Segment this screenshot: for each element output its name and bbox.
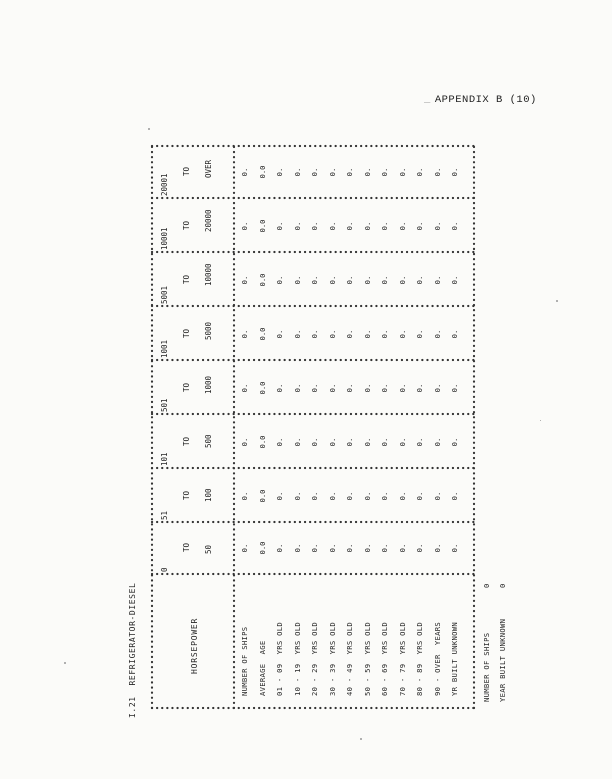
table-cell: 0. — [397, 275, 407, 285]
table-cell: 0. — [327, 383, 337, 393]
col-upto: 1000 — [204, 375, 213, 394]
column-header — [158, 466, 224, 522]
table-cell: 0. — [362, 221, 372, 231]
row-label: 40 - 49 YRS OLD — [345, 621, 354, 696]
row-label: NUMBER OF SHIPS — [240, 626, 249, 696]
col-from: 5001 — [160, 285, 169, 304]
table-cell: 0. — [415, 383, 424, 393]
col-upto: 5000 — [204, 321, 213, 340]
col-to: TO — [182, 542, 191, 552]
table-cell: 0. — [380, 275, 389, 285]
table-cell: 0. — [240, 221, 249, 231]
row-label: 01 - 09 YRS OLD — [275, 621, 284, 696]
table-cell: 0. — [432, 275, 442, 285]
table-cell: 0. — [380, 543, 389, 553]
table-cell: 0. — [380, 167, 389, 177]
table-cell: 0. — [327, 491, 337, 501]
table-cell: 0. — [275, 491, 284, 501]
row-label: AVERAGE AGE — [257, 640, 267, 696]
col-from: 20001 — [160, 173, 169, 196]
appendix-label: APPENDIX B (10) — [434, 94, 537, 106]
table-cell: 0. — [362, 329, 372, 339]
table-cell: 0. — [310, 329, 319, 339]
column-header — [158, 518, 224, 574]
table-cell: 0. — [415, 329, 424, 339]
col-from: 51 — [160, 510, 169, 520]
table-cell: 0. — [275, 329, 284, 339]
table-title: I.21 REFRIGERATOR-DIESEL — [128, 582, 137, 718]
column-header — [158, 142, 224, 198]
scan-speck — [148, 128, 150, 130]
table-cell: 0. — [292, 167, 302, 177]
table-cell: 0. — [432, 383, 442, 393]
table-cell: 0. — [397, 383, 407, 393]
table-cell: 0.0 — [257, 327, 267, 341]
table-cell: 0. — [310, 543, 319, 553]
table-cell: 0.0 — [257, 489, 267, 503]
scan-speck — [64, 662, 66, 664]
table-cell: 0. — [310, 221, 319, 231]
col-to: TO — [182, 220, 191, 230]
table-cell: 0. — [345, 491, 354, 501]
table-cell: 0. — [362, 167, 372, 177]
table-cell: 0. — [327, 221, 337, 231]
table-cell: 0. — [275, 383, 284, 393]
appendix-header: _ APPENDIX B (10) — [424, 94, 537, 106]
table-cell: 0. — [310, 437, 319, 447]
table-cell: 0. — [432, 221, 442, 231]
table-cell: 0. — [432, 491, 442, 501]
table-cell: 0. — [415, 491, 424, 501]
table-cell: 0. — [275, 221, 284, 231]
table-cell: 0. — [275, 437, 284, 447]
table-cell: 0. — [362, 383, 372, 393]
table-cell: 0. — [362, 437, 372, 447]
col-from: 101 — [160, 452, 169, 466]
table-cell: 0. — [310, 491, 319, 501]
table-cell: 0. — [450, 275, 459, 285]
row-label: 80 - 89 YRS OLD — [415, 621, 424, 696]
table-cell: 0. — [345, 329, 354, 339]
table-cell: 0. — [362, 491, 372, 501]
rotated-printout — [128, 138, 507, 718]
table-cell: 0. — [240, 543, 249, 553]
table-cell: 0. — [240, 329, 249, 339]
horsepower-label: HORSEPOWER — [190, 617, 199, 674]
table-cell: 0. — [345, 275, 354, 285]
table-cell: 0. — [450, 543, 459, 553]
table-cell: 0. — [415, 437, 424, 447]
table-cell: 0. — [292, 275, 302, 285]
table-cell: 0.0 — [257, 273, 267, 287]
table-cell: 0. — [327, 167, 337, 177]
table-cell: 0.0 — [257, 541, 267, 555]
table-cell: 0. — [380, 491, 389, 501]
col-upto: 10000 — [204, 263, 213, 286]
table-cell: 0. — [275, 167, 284, 177]
table-cell: 0. — [397, 329, 407, 339]
col-from: 501 — [160, 398, 169, 412]
row-label: 20 - 29 YRS OLD — [310, 621, 319, 696]
table-cell: 0. — [380, 383, 389, 393]
table-cell: 0. — [310, 383, 319, 393]
table-cell: 0. — [292, 329, 302, 339]
table-cell: 0. — [327, 329, 337, 339]
col-from: 10001 — [160, 227, 169, 250]
table-cell: 0. — [450, 221, 459, 231]
row-label: 10 - 19 YRS OLD — [292, 621, 302, 696]
table-cell: 0. — [380, 221, 389, 231]
table-cell: 0. — [415, 167, 424, 177]
table-cell: 0.0 — [257, 435, 267, 449]
table-cell: 0. — [275, 275, 284, 285]
col-to: TO — [182, 166, 191, 176]
footer-label: NUMBER OF SHIPS — [482, 632, 491, 702]
table-cell: 0. — [292, 491, 302, 501]
table-cell: 0. — [327, 437, 337, 447]
row-label: 30 - 39 YRS OLD — [327, 621, 337, 696]
scan-speck — [556, 300, 558, 302]
stub-header — [162, 580, 228, 692]
col-to: TO — [182, 328, 191, 338]
table-cell: 0. — [450, 491, 459, 501]
table-cell: 0.0 — [257, 381, 267, 395]
table-cell: 0. — [397, 437, 407, 447]
table-cell: 0. — [345, 543, 354, 553]
column-header — [158, 304, 224, 360]
table-cell: 0. — [415, 221, 424, 231]
footer-value: 0 — [498, 583, 507, 588]
row-label: 60 - 69 YRS OLD — [380, 621, 389, 696]
footer-label: YEAR BUILT UNKNOWN — [498, 618, 507, 702]
table-cell: 0. — [397, 543, 407, 553]
row-label: YR BUILT UNKNOWN — [450, 621, 459, 696]
table-cell: 0. — [415, 543, 424, 553]
scan-speck — [540, 420, 541, 421]
col-upto: 100 — [204, 488, 213, 502]
table-cell: 0. — [397, 221, 407, 231]
col-upto: 50 — [204, 544, 213, 554]
table-cell: 0. — [240, 437, 249, 447]
col-to: TO — [182, 382, 191, 392]
table-cell: 0. — [345, 167, 354, 177]
table-cell: 0. — [415, 275, 424, 285]
table-cell: 0. — [240, 383, 249, 393]
table-frame — [148, 142, 478, 712]
col-to: TO — [182, 274, 191, 284]
table-cell: 0. — [432, 329, 442, 339]
col-from: 0 — [160, 567, 169, 572]
scan-speck — [360, 738, 362, 740]
table-cell: 0. — [292, 221, 302, 231]
table-cell: 0. — [310, 275, 319, 285]
row-label: 90 - OVER YEARS — [432, 621, 442, 696]
table-cell: 0. — [240, 275, 249, 285]
col-from: 1001 — [160, 339, 169, 358]
table-cell: 0. — [345, 221, 354, 231]
table-cell: 0. — [362, 275, 372, 285]
table-cell: 0. — [327, 543, 337, 553]
table-cell: 0. — [380, 329, 389, 339]
column-header — [158, 250, 224, 306]
table-cell: 0. — [432, 543, 442, 553]
table-cell: 0. — [345, 383, 354, 393]
footer-value: 0 — [482, 583, 491, 588]
column-header — [158, 358, 224, 414]
table-cell: 0. — [327, 275, 337, 285]
col-to: TO — [182, 436, 191, 446]
row-label: 70 - 79 YRS OLD — [397, 621, 407, 696]
row-label: 50 - 59 YRS OLD — [362, 621, 372, 696]
col-upto: OVER — [204, 159, 213, 178]
table-cell: 0.0 — [257, 219, 267, 233]
table-cell: 0. — [397, 491, 407, 501]
table-cell: 0. — [432, 437, 442, 447]
table-cell: 0. — [240, 167, 249, 177]
table-cell: 0. — [432, 167, 442, 177]
col-upto: 500 — [204, 434, 213, 448]
table-cell: 0. — [450, 167, 459, 177]
table-cell: 0. — [450, 329, 459, 339]
column-header — [158, 196, 224, 252]
table-cell: 0. — [345, 437, 354, 447]
table-cell: 0. — [397, 167, 407, 177]
table-cell: 0. — [240, 491, 249, 501]
table-cell: 0. — [380, 437, 389, 447]
table-cell: 0. — [292, 437, 302, 447]
column-header — [158, 412, 224, 468]
table-cell: 0. — [362, 543, 372, 553]
table-cell: 0. — [310, 167, 319, 177]
table-cell: 0. — [292, 383, 302, 393]
col-upto: 20000 — [204, 209, 213, 232]
table-cell: 0. — [275, 543, 284, 553]
table-cell: 0. — [450, 437, 459, 447]
table-cell: 0.0 — [257, 165, 267, 179]
table-cell: 0. — [450, 383, 459, 393]
table-cell: 0. — [292, 543, 302, 553]
col-to: TO — [182, 490, 191, 500]
